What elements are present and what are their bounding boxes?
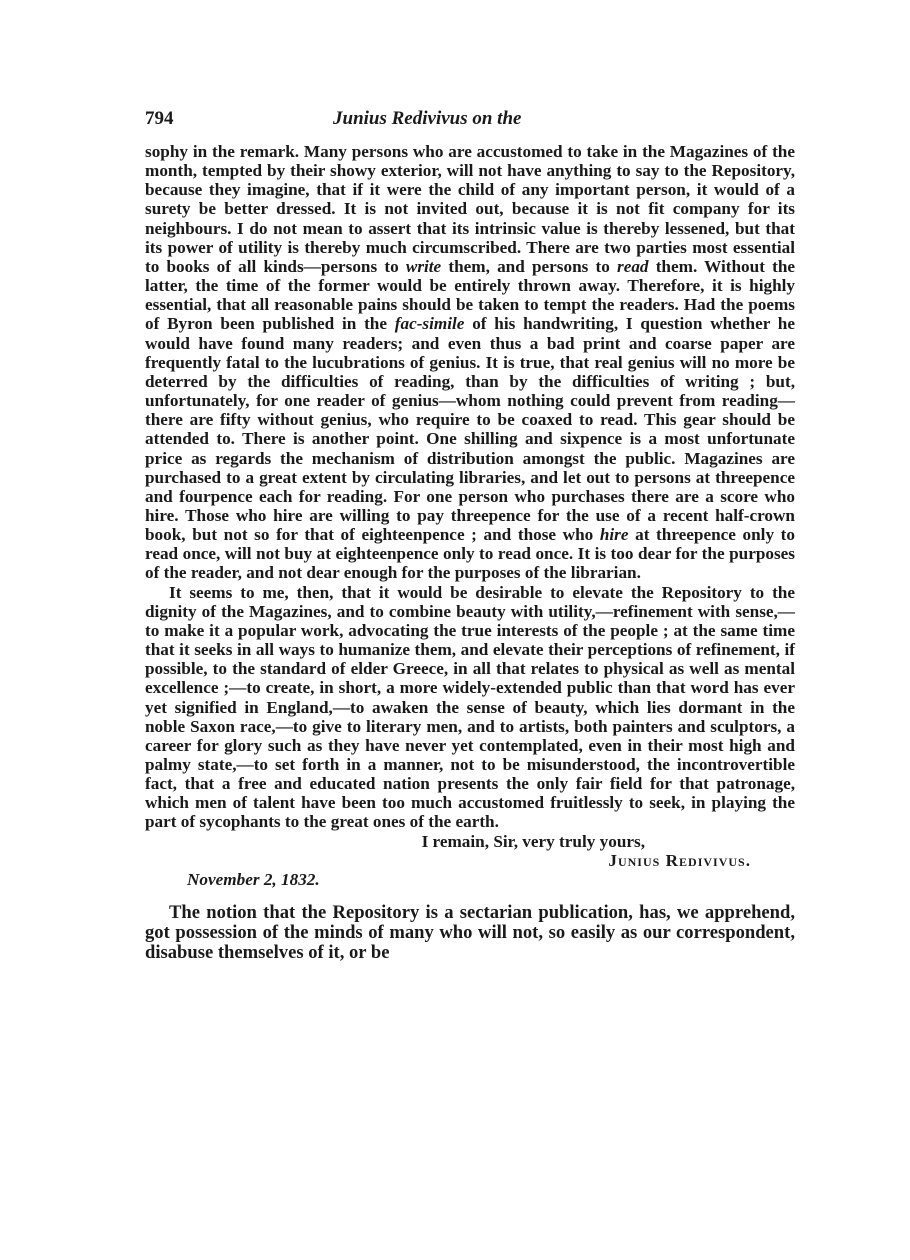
page-number: 794 (145, 108, 174, 129)
emphasis-fac-simile: fac-simile (394, 314, 465, 334)
paragraph-1-part-1: sophy in the remark. Many persons who are accustomed to take in the Magazines of the month, tempted by their showy exterior, will not have anything to say to the Repository, because they imagine, that if it were the child of any important person, it would of a surety be better dressed. It is not invited out, because it is not fit company for its neighbours. I do not mean to assert that its intrinsic value is thereby lessened, but that its power of utility is thereby much circumscribed. There are two parties most essential to books of all kinds—persons to (145, 142, 795, 276)
paragraph-2: It seems to me, then, that it would be desirable to elevate the Repository to the dignity of the Magazines, and to combine beauty with utility,—refinement with sense,—to make it a popular work, advocating the true interests of the people ; at the same time that it seeks in all ways to humanize them, and elevate their perceptions of refinement, if possible, to the standard of elder Greece, in all that relates to physical as well as mental excellence ;—to create, in short, a more widely-extended public than that word has ever yet signified in England,—to awaken the sense of beauty, which lies dormant in the noble Saxon race,—to give to literary men, and to artists, both painters and sculptors, a career for glory such as they have never yet contemplated, even in their most high and palmy state,—to set forth in a manner, not to be misunderstood, the incontrovertible fact, that a free and educated nation presents the only fair field for that patronage, which men of talent have been too much accustomed fruitlessly to seek, in playing the part of sycophants to the great ones of the earth. (145, 582, 795, 832)
document-page (145, 108, 795, 963)
emphasis-write: write (405, 256, 442, 276)
paragraph-1 (145, 142, 795, 583)
letter-closing: I remain, Sir, very truly yours, (421, 831, 645, 851)
letter-signature: Junius Redivivus. (608, 850, 751, 870)
emphasis-hire: hire (599, 525, 629, 545)
paragraph-1-part-2: them, and persons to (441, 256, 618, 276)
paragraph-1-part-3: them. Without the latter, the time of the former would be entirely thrown away. Therefore, it is highly essential, that all reasonable pains should be taken to tempt the readers. Had the poems of Byron been published in the (145, 256, 796, 334)
paragraph-1-part-5: at threepence only to read once, will not buy at eighteenpence only to read once. It is too dear for the purposes of the reader, and not dear enough for the purposes of the librarian. (145, 525, 795, 583)
running-head: Junius Redivivus on the (333, 108, 522, 129)
paragraph-3: The notion that the Repository is a sectarian publication, has, we apprehend, got possession of the minds of many who will not, so easily as our correspondent, disabuse themselves of it, or be (145, 902, 795, 964)
paragraph-1-part-4: of his handwriting, I question whether he would have found many readers; and even thus a bad print and coarse paper are frequently fatal to the lucubrations of genius. It is true, that real genius will no more be deterred by the difficulties of reading, than by the difficulties of writing ; but, unfortunately, for one reader of genius—whom nothing could prevent from reading—there are fifty without genius, who require to be coaxed to read. This gear should be attended to. There is another point. One shilling and sixpence is a most unfortunate price as regards the mechanism of distribution amongst the public. Magazines are purchased to a great extent by circulating libraries, and let out to persons at threepence and fourpence each for reading. For one person who purchases there are a score who hire. Those who hire are willing to pay threepence for the use of a recent half-crown book, but not so for that of eighteenpence ; and those who (145, 314, 795, 545)
emphasis-read: read (617, 256, 649, 276)
letter-date: November 2, 1832. (187, 869, 320, 889)
article-body (145, 142, 795, 963)
page-header (145, 108, 795, 142)
